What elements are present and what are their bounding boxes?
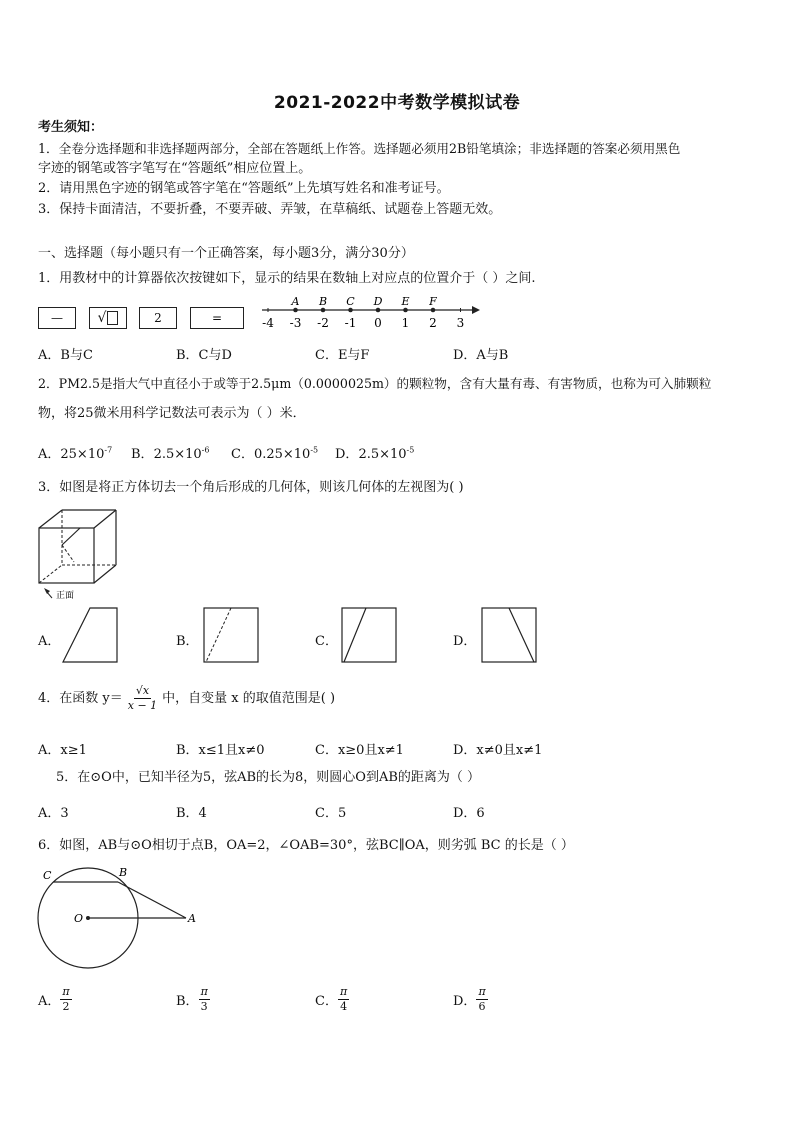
q6-option-d-label: D． <box>453 994 477 1009</box>
q4-option-c[interactable]: C．x≥0且x≠1 <box>315 743 404 758</box>
q2-option-d-base: 2.5×10 <box>358 447 407 462</box>
q4-fraction-numerator: √x <box>135 684 150 697</box>
cube-figure <box>34 505 124 600</box>
axis-number-1: 1 <box>401 316 410 330</box>
q1-option-d[interactable]: D．A与B <box>453 348 509 363</box>
q5-stem: 5．在⊙O中，已知半径为5，弦AB的长为8，则圆心O到AB的距离为（ ） <box>56 770 481 785</box>
axis-number-3: 3 <box>456 316 465 330</box>
q2-line-2: 物，将25微米用科学记数法可表示为（ ）米． <box>38 406 306 421</box>
q4-prefix: 4．在函数 y＝ <box>38 690 123 706</box>
key-sqrt <box>89 307 127 329</box>
number-line-arrow-icon <box>472 306 480 314</box>
q5-option-d[interactable]: D．6 <box>453 806 485 821</box>
axis-point-label-E: E <box>401 295 410 308</box>
q6-option-b-num: π <box>200 985 208 998</box>
key-minus: — <box>38 307 76 329</box>
q2-option-b[interactable] <box>131 443 209 462</box>
axis-point-B <box>321 308 326 313</box>
q3-option-c-label: C． <box>315 634 338 649</box>
axis-point-label-F: F <box>429 295 437 308</box>
axis-point-label-D: D <box>373 295 383 308</box>
axis-point-E <box>403 308 408 313</box>
q4-fraction <box>126 684 159 713</box>
q6-option-c[interactable] <box>315 985 349 1014</box>
notice-line-1a: 1．全卷分选择题和非选择题两部分，全部在答题纸上作答。选择题必须用2B铅笔填涂；非选择题的答案必须用黑色 <box>38 141 681 156</box>
q3-option-d-label: D． <box>453 634 477 649</box>
q4-option-d[interactable]: D．x≠0且x≠1 <box>453 743 543 758</box>
q3-stem: 3．如图是将正方体切去一个角后形成的几何体，则该几何体的左视图为( ) <box>38 480 464 495</box>
axis-number--3: -3 <box>289 316 302 330</box>
q3-option-a-label: A． <box>38 634 61 649</box>
axis-point-D <box>376 308 381 313</box>
label-o: O <box>74 912 84 925</box>
q2-option-a[interactable] <box>38 443 112 462</box>
q3-option-b-figure[interactable] <box>201 605 261 665</box>
notice-line-3: 3．保持卡面清洁，不要折叠，不要弄破、弄皱，在草稿纸、试题卷上答题无效。 <box>38 202 502 217</box>
axis-point-label-C: C <box>346 295 355 308</box>
circle-tangent-figure <box>36 864 201 972</box>
notice-line-1b: 字迹的钢笔或答字笔写在“答题纸”相应位置上。 <box>38 161 312 176</box>
q6-option-b-den: 3 <box>200 1000 208 1013</box>
key-equals: = <box>190 307 244 329</box>
cube-cut-edge <box>62 545 74 562</box>
axis-number--4: -4 <box>262 316 274 330</box>
q5-option-b[interactable]: B．4 <box>176 806 207 821</box>
axis-number--2: -2 <box>317 316 329 330</box>
label-a: A <box>188 912 196 925</box>
q2-option-c-base: 0.25×10 <box>253 447 311 462</box>
q2-option-a-label: A． <box>38 447 61 462</box>
q2-option-a-exp: -7 <box>104 445 113 455</box>
q2-option-b-label: B． <box>131 447 154 462</box>
q6-option-d-den: 6 <box>478 1000 486 1013</box>
cube-front-face <box>39 528 94 583</box>
q1-option-c[interactable]: C．E与F <box>315 348 370 363</box>
q6-option-d-fraction <box>476 985 487 1014</box>
q4-option-a[interactable]: A．x≥1 <box>38 743 87 758</box>
q2-line-1: 2．PM2.5是指大气中直径小于或等于2.5μm（0.0000025m）的颗粒物，含有大量有毒、有害物质，也称为可入肺颗粒 <box>38 376 712 391</box>
cube-cut-edge <box>62 528 80 545</box>
axis-number-0: 0 <box>374 316 382 330</box>
axis-point-label-A: A <box>291 295 300 308</box>
axis-point-A <box>293 308 298 313</box>
q6-option-c-label: C． <box>315 994 338 1009</box>
front-arrow-head-icon <box>44 588 50 594</box>
notice-line-2: 2．请用黑色字迹的钢笔或答字笔在“答题纸”上先填写姓名和准考证号。 <box>38 181 450 196</box>
q5-option-a[interactable]: A．3 <box>38 806 69 821</box>
front-label: 正面 <box>56 591 75 600</box>
cube-edge <box>94 510 116 528</box>
q6-option-a-fraction <box>60 985 71 1014</box>
q3-option-c-figure[interactable] <box>339 605 399 665</box>
q2-option-d-exp: -5 <box>406 445 415 455</box>
q4-suffix: 中，自变量 x 的取值范围是( ) <box>162 690 336 706</box>
q6-option-b[interactable] <box>176 985 210 1014</box>
q3-option-b-label: B． <box>176 634 199 649</box>
q3-option-d-figure[interactable] <box>479 605 539 665</box>
axis-point-label-B: B <box>318 295 328 308</box>
q2-option-b-base: 2.5×10 <box>153 447 202 462</box>
q6-option-c-den: 4 <box>340 1000 348 1013</box>
q2-option-d[interactable] <box>335 443 414 462</box>
q4-option-b[interactable]: B．x≤1且x≠0 <box>176 743 265 758</box>
q4-stem <box>38 684 335 713</box>
q6-stem: 6．如图，AB与⊙O相切于点B，OA=2，∠OAB=30°，弦BC∥OA，则劣弧 BC 的长是（ ） <box>38 838 574 853</box>
center-point <box>86 916 90 920</box>
q2-option-d-label: D． <box>335 447 359 462</box>
notice-heading: 考生须知： <box>38 120 104 135</box>
number-line-figure <box>256 292 481 332</box>
q6-option-a-den: 2 <box>62 1000 70 1013</box>
tangent-ab <box>118 882 186 918</box>
axis-number--1: -1 <box>344 316 357 330</box>
axis-point-C <box>348 308 353 313</box>
q6-option-c-num: π <box>339 985 348 998</box>
sqrt-key-box-icon <box>107 311 118 325</box>
q3-option-a-figure[interactable] <box>60 605 120 665</box>
sqrt-key-label: √ <box>97 310 107 326</box>
q2-option-b-exp: -6 <box>201 445 210 455</box>
q6-option-a-num: π <box>62 985 70 998</box>
axis-point-F <box>431 308 436 313</box>
key-two: 2 <box>139 307 177 329</box>
q6-option-d[interactable] <box>453 985 488 1014</box>
axis-number-2: 2 <box>429 316 437 330</box>
q1-option-a[interactable]: A．B与C <box>38 348 93 363</box>
q2-option-a-base: 25×10 <box>60 447 105 462</box>
label-b: B <box>119 866 128 879</box>
q6-option-a[interactable] <box>38 985 72 1014</box>
q6-option-d-num: π <box>478 985 486 998</box>
cube-edge <box>39 510 62 528</box>
cube-edge <box>94 565 116 583</box>
q6-option-b-label: B． <box>176 994 199 1009</box>
q2-option-c-label: C． <box>231 447 254 462</box>
q4-fraction-denominator: x − 1 <box>127 699 158 712</box>
q6-option-a-label: A． <box>38 994 61 1009</box>
q2-option-c[interactable] <box>231 443 318 462</box>
label-c: C <box>43 869 52 882</box>
section-heading: 一、选择题（每小题只有一个正确答案，每小题3分，满分30分） <box>38 246 414 261</box>
q5-option-c[interactable]: C．5 <box>315 806 347 821</box>
page-title: 2021-2022中考数学模拟试卷 <box>273 93 521 113</box>
q6-option-b-fraction <box>199 985 210 1014</box>
cube-hidden-edge <box>39 565 62 583</box>
q6-option-c-fraction <box>338 985 349 1014</box>
q2-option-c-exp: -5 <box>310 445 319 455</box>
q1-option-b[interactable]: B．C与D <box>176 348 232 363</box>
q1-stem: 1．用教材中的计算器依次按键如下，显示的结果在数轴上对应点的位置介于（ ）之间. <box>38 271 536 286</box>
